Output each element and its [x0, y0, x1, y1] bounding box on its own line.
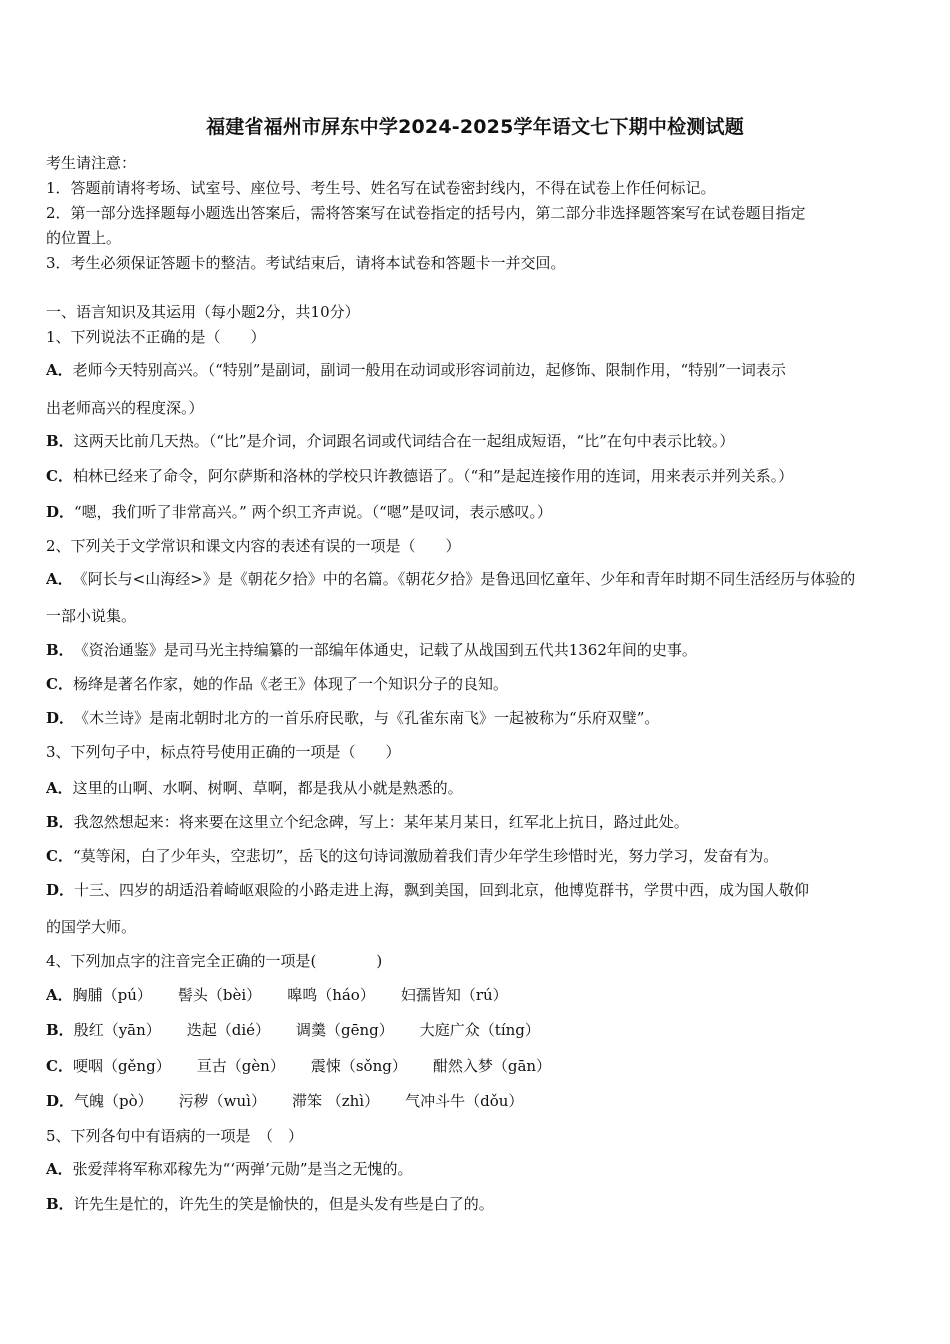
section-heading: 一、语言知识及其运用（每小题2分，共10分） [46, 303, 360, 321]
option-text: 这两天比前几天热。（“比”是介词，介词跟名词或代词结合在一起组成短语，“比”在句中表示比较。） [73, 432, 735, 450]
notice-item: 2．第一部分选择题每小题选出答案后，需将答案写在试卷指定的括号内，第二部分非选择题答案写在试卷题目指定 [46, 204, 806, 222]
option-text: 《资治通鉴》是司马光主持编纂的一部编年体通史，记载了从战国到五代共1362年间的史事。 [73, 641, 697, 659]
option-text: “莫等闲，白了少年头，空悲切”，岳飞的这句诗词激励着我们青少年学生珍惜时光，努力学习，发奋有为。 [72, 847, 779, 865]
option-row [46, 845, 908, 867]
notice-item: 的位置上。 [46, 229, 122, 247]
option-text: 《木兰诗》是南北朝时北方的一首乐府民歌，与《孔雀东南飞》一起被称为“乐府双璧”。 [74, 709, 660, 727]
pinyin-item: 酣然入梦（gān） [432, 1057, 552, 1075]
notice-item: 1．答题前请将考场、试室号、座位号、考生号、姓名写在试卷密封线内，不得在试卷上作任何标记。 [46, 179, 716, 197]
pinyin-item: 殷红（yān） [73, 1021, 161, 1039]
page-title: 福建省福州市屏东中学2024-2025学年语文七下期中检测试题 [206, 116, 744, 138]
option-row [46, 1193, 908, 1215]
option-label: B． [46, 813, 74, 831]
option-label: C． [46, 847, 73, 865]
option-text: 的国学大师。 [46, 918, 137, 936]
option-row [46, 568, 908, 590]
question-stem: 3、下列句子中，标点符号使用正确的一项是（ ） [46, 743, 401, 761]
option-text: 柏林已经来了命令，阿尔萨斯和洛林的学校只许教德语了。（“和”是起连接作用的连词，用来表示并列关系。） [72, 467, 794, 485]
option-label: A． [46, 986, 73, 1004]
option-label: A． [46, 1160, 73, 1178]
option-row [46, 501, 908, 523]
question-stem: 2、下列关于文学常识和课文内容的表述有误的一项是（ ） [46, 537, 461, 555]
pinyin-item: 大庭广众（tíng） [419, 1021, 540, 1039]
option-label: B． [46, 1021, 74, 1039]
option-label: D． [46, 1092, 75, 1110]
option-label: B． [46, 1195, 74, 1213]
option-row [46, 1090, 908, 1112]
option-text: 《阿长与<山海经>》是《朝花夕拾》中的名篇。《朝花夕拾》是鲁迅回忆童年、少年和青年时期不同生活经历与体验的 [72, 570, 856, 588]
option-row [46, 673, 908, 695]
option-label: A． [46, 779, 73, 797]
option-row [46, 984, 908, 1006]
pinyin-item: 调羹（gēng） [296, 1021, 394, 1039]
pinyin-item: 气冲斗牛（dǒu） [405, 1092, 524, 1110]
option-label: D． [46, 881, 75, 899]
pinyin-item: 胸脯（pú） [72, 986, 152, 1004]
option-label: A． [46, 361, 73, 379]
notice-item: 3．考生必须保证答题卡的整洁。考试结束后，请将本试卷和答题卡一并交回。 [46, 254, 566, 272]
option-label: C． [46, 467, 73, 485]
option-row [46, 879, 908, 901]
option-row-continued [46, 397, 908, 419]
pinyin-item: 污秽（wuì） [178, 1092, 266, 1110]
option-text: 杨绛是著名作家，她的作品《老王》体现了一个知识分子的良知。 [72, 675, 508, 693]
option-row [46, 359, 908, 381]
option-text: 我忽然想起来：将来要在这里立个纪念碑，写上：某年某月某日，红军北上抗日，路过此处。 [73, 813, 689, 831]
question-stem: 1、下列说法不正确的是（ ） [46, 328, 266, 346]
option-label: D． [46, 709, 75, 727]
pinyin-item: 哽咽（gěng） [72, 1057, 171, 1075]
pinyin-item: 迭起（dié） [186, 1021, 271, 1039]
option-row-continued [46, 916, 908, 938]
pinyin-item: 髻头（bèi） [177, 986, 262, 1004]
option-text: “嗯，我们听了非常高兴。” 两个织工齐声说。（“嗯”是叹词，表示感叹。） [74, 503, 552, 521]
option-row [46, 430, 908, 452]
option-text: 出老师高兴的程度深。） [46, 399, 204, 417]
option-label: C． [46, 675, 73, 693]
pinyin-item: 妇孺皆知（rú） [400, 986, 508, 1004]
option-text: 老师今天特别高兴。（“特别”是副词，副词一般用在动词或形容词前边，起修饰、限制作用，“特别”一词表示 [72, 361, 786, 379]
option-row [46, 777, 908, 799]
option-label: C． [46, 1057, 73, 1075]
pinyin-item: 震悚（sǒng） [310, 1057, 407, 1075]
option-row [46, 811, 908, 833]
option-label: A． [46, 570, 73, 588]
question-stem: 4、下列加点字的注音完全正确的一项是( ) [46, 952, 383, 970]
pinyin-item: 亘古（gèn） [196, 1057, 285, 1075]
option-text: 这里的山啊、水啊、树啊、草啊，都是我从小就是熟悉的。 [72, 779, 463, 797]
option-row [46, 465, 908, 487]
option-text: 一部小说集。 [46, 607, 137, 625]
option-row [46, 1158, 908, 1180]
option-row [46, 1055, 908, 1077]
option-row-continued [46, 605, 908, 627]
option-label: B． [46, 641, 74, 659]
question-stem: 5、下列各句中有语病的一项是 （ ） [46, 1127, 304, 1145]
option-label: B． [46, 432, 74, 450]
option-label: D． [46, 503, 75, 521]
notice-heading: 考生请注意： [46, 154, 137, 172]
option-text: 许先生是忙的，许先生的笑是愉快的，但是头发有些是白了的。 [73, 1195, 494, 1213]
pinyin-item: 嗥鸣（háo） [287, 986, 375, 1004]
option-text: 十三、四岁的胡适沿着崎岖艰险的小路走进上海，飘到美国，回到北京，他博览群书，学贯中西，成为国人敬仰 [74, 881, 810, 899]
option-row [46, 707, 908, 729]
option-row [46, 1019, 908, 1041]
option-text: 张爱萍将军称邓稼先为“‘两弹’元勋”是当之无愧的。 [72, 1160, 413, 1178]
option-row [46, 639, 908, 661]
pinyin-item: 气魄（pò） [74, 1092, 153, 1110]
pinyin-item: 滞笨 （zhì） [291, 1092, 380, 1110]
